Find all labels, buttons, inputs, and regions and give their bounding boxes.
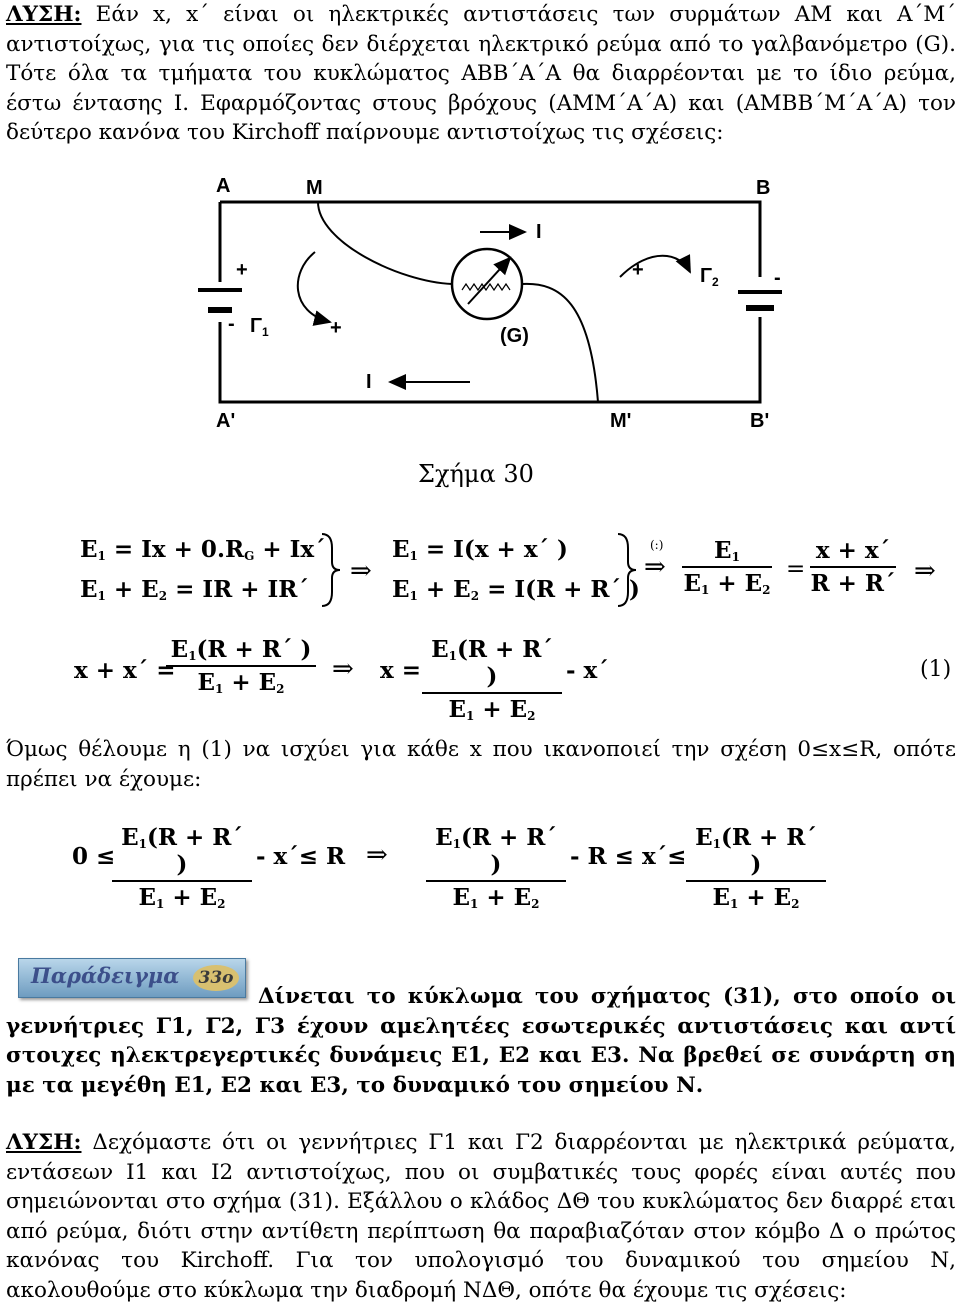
- eq-row2-minus: - x΄: [566, 657, 609, 684]
- intro-label: ΛΥΣΗ:: [6, 2, 82, 27]
- label-B-prime: B': [750, 410, 770, 432]
- plus-loop-left: +: [330, 317, 342, 339]
- solution-label: ΛΥΣΗ:: [6, 1130, 82, 1155]
- eq-row2-x: x =: [380, 657, 421, 684]
- ineq-minus-x: - x΄≤ R: [256, 843, 346, 870]
- ratio-left: [682, 537, 772, 597]
- ineq-zero: 0 ≤: [72, 843, 116, 870]
- ratio-right: [810, 537, 896, 597]
- ineq-frac3: $\frac{E_1(R + R΄ )}{E_1 + E_2}$: [686, 824, 826, 911]
- ratio-left-den: $E_1 + E_2$: [682, 566, 772, 597]
- minus-gamma2: -: [774, 267, 781, 289]
- division-mark: (:): [650, 538, 664, 552]
- loop-arrow-left: [298, 252, 330, 322]
- implies-arrow-1: ⇒: [350, 556, 372, 586]
- circuit-figure: [180, 172, 800, 442]
- eq-system2-line2: $E_1 + E_2 = I(R + R΄$ ): [392, 576, 640, 603]
- plus-gamma1: +: [236, 259, 248, 281]
- label-gamma2: $\Gamma_2$: [700, 265, 719, 289]
- equation-number: (1): [920, 657, 952, 682]
- example-badge-text: Παράδειγμα: [31, 963, 180, 988]
- middle-text: Όμως θέλουμε η (1) να ισχύει για κάθε x που ικανοποιεί την σχέση 0≤x≤R, οπότε πρέπει να έχουμε:: [6, 737, 956, 792]
- ratio-equals: =: [786, 556, 806, 582]
- loop-arrow-right: [620, 256, 690, 277]
- eq-system2-line1: $E_1 = I(x + x΄$ ): [392, 536, 568, 563]
- label-B: B: [756, 177, 771, 199]
- implies-arrow-4: ⇒: [332, 654, 354, 684]
- figure-caption: Σχήμα 30: [418, 460, 534, 488]
- label-current-top: I: [536, 221, 542, 243]
- label-current-bottom: I: [366, 371, 372, 393]
- intro-paragraph: [6, 0, 956, 148]
- eq-row2-frac1: $\frac{E_1(R + R΄ )}{E_1 + E_2}$: [166, 636, 316, 696]
- eq-system1-line1: $E_1 = Ix + 0.R_G + Ix΄$: [80, 536, 326, 563]
- solution-text: Δεχόμαστε ότι οι γεννήτριες Γ1 και Γ2 διαρρέονται με ηλεκτρικά ρεύματα, εντάσεων Ι1 και Ι2 αντιστοίχως, που οι συμβατικές τους φορές είναι αυτές που σημειώνονται στο σχήμα (31). Εξάλλου ο κλάδος ΔΘ του κυκλώματος δεν διαρρέ εται από ρεύμα, διότι στην αντίθετη περίπτωση θα παραβιαζόταν στον κόμβο Δ ο πρώτος κανόνας του Kirchoff. Για τον υπολογισμό του δυναμικού του σημείου Ν, ακολουθούμε στο κύκλωμα την διαδρομή ΝΔΘ, οπότε θα έχουμε τις σχέσεις:: [6, 1130, 956, 1303]
- label-A: A: [216, 175, 231, 197]
- implies-arrow-2: ⇒: [644, 552, 666, 582]
- ineq-frac2: $\frac{E_1(R + R΄ )}{E_1 + E_2}$: [426, 824, 566, 911]
- intro-text: Εάν x, x΄ είναι οι ηλεκτρικές αντιστάσεις των συρμάτων ΑΜ και Α΄Μ΄ αντιστοίχως, για τις οποίες δεν διέρχεται ηλεκτρικό ρεύμα από το γαλβανόμετρο (G). Τότε όλα τα τμήματα του κυκλώματος ΑΒΒ΄Α΄Α θα διαρρέονται με το ίδιο ρεύμα, έστω έντασης Ι. Εφαρμόζοντας στους βρόχους (ΑΜΜ΄Α΄Α) και (ΑΜΒΒ΄Μ΄Α΄Α) τον δεύτερο κανόνα του Kirchoff παίρνουμε αντιστοίχως τις σχέσεις:: [6, 2, 956, 145]
- label-M-prime: M': [610, 410, 632, 432]
- label-M: M: [306, 177, 323, 199]
- eq-row2-lhs: x + x΄ =: [74, 657, 176, 684]
- implies-arrow-3: ⇒: [914, 556, 936, 586]
- label-gamma1: $\Gamma_1$: [250, 315, 269, 339]
- ratio-left-num: $E_1$: [714, 537, 740, 564]
- example-text: Δίνεται το κύκλωμα του σχήματος (31), στο οποίο οι γεννήτριες Γ1, Γ2, Γ3 έχουν αμελητέες εσωτερικές αντιστάσεις και αντί στοιχες ηλεκτρεγερτικές δυνάμεις Ε1, Ε2 και Ε3. Να βρεθεί σε συνάρτη ση με τα μεγέθη Ε1, Ε2 και Ε3, το δυναμικό του σημείου Ν.: [6, 984, 956, 1098]
- brace-system2: [616, 530, 638, 610]
- eq-row2-frac2: $\frac{E_1(R + R΄ )}{E_1 + E_2}$: [422, 636, 562, 723]
- label-A-prime: A': [216, 410, 236, 432]
- ineq-minus-R: - R ≤ x΄≤: [570, 843, 687, 870]
- ineq-frac1: $\frac{E_1(R + R΄ )}{E_1 + E_2}$: [112, 824, 252, 911]
- plus-loop-right: +: [632, 259, 644, 281]
- example-badge-number: 33o: [193, 965, 239, 991]
- minus-gamma1: -: [228, 313, 235, 335]
- label-galvanometer: (G): [500, 325, 529, 347]
- solution-paragraph: [6, 1128, 956, 1305]
- ratio-right-num: x + x΄: [815, 537, 891, 564]
- implies-arrow-5: ⇒: [366, 840, 388, 870]
- eq-system1-line2: $E_1 + E_2$ = IR + IR΄: [80, 576, 309, 603]
- brace-system1: [320, 530, 342, 610]
- ratio-right-den: R + R΄: [810, 566, 896, 597]
